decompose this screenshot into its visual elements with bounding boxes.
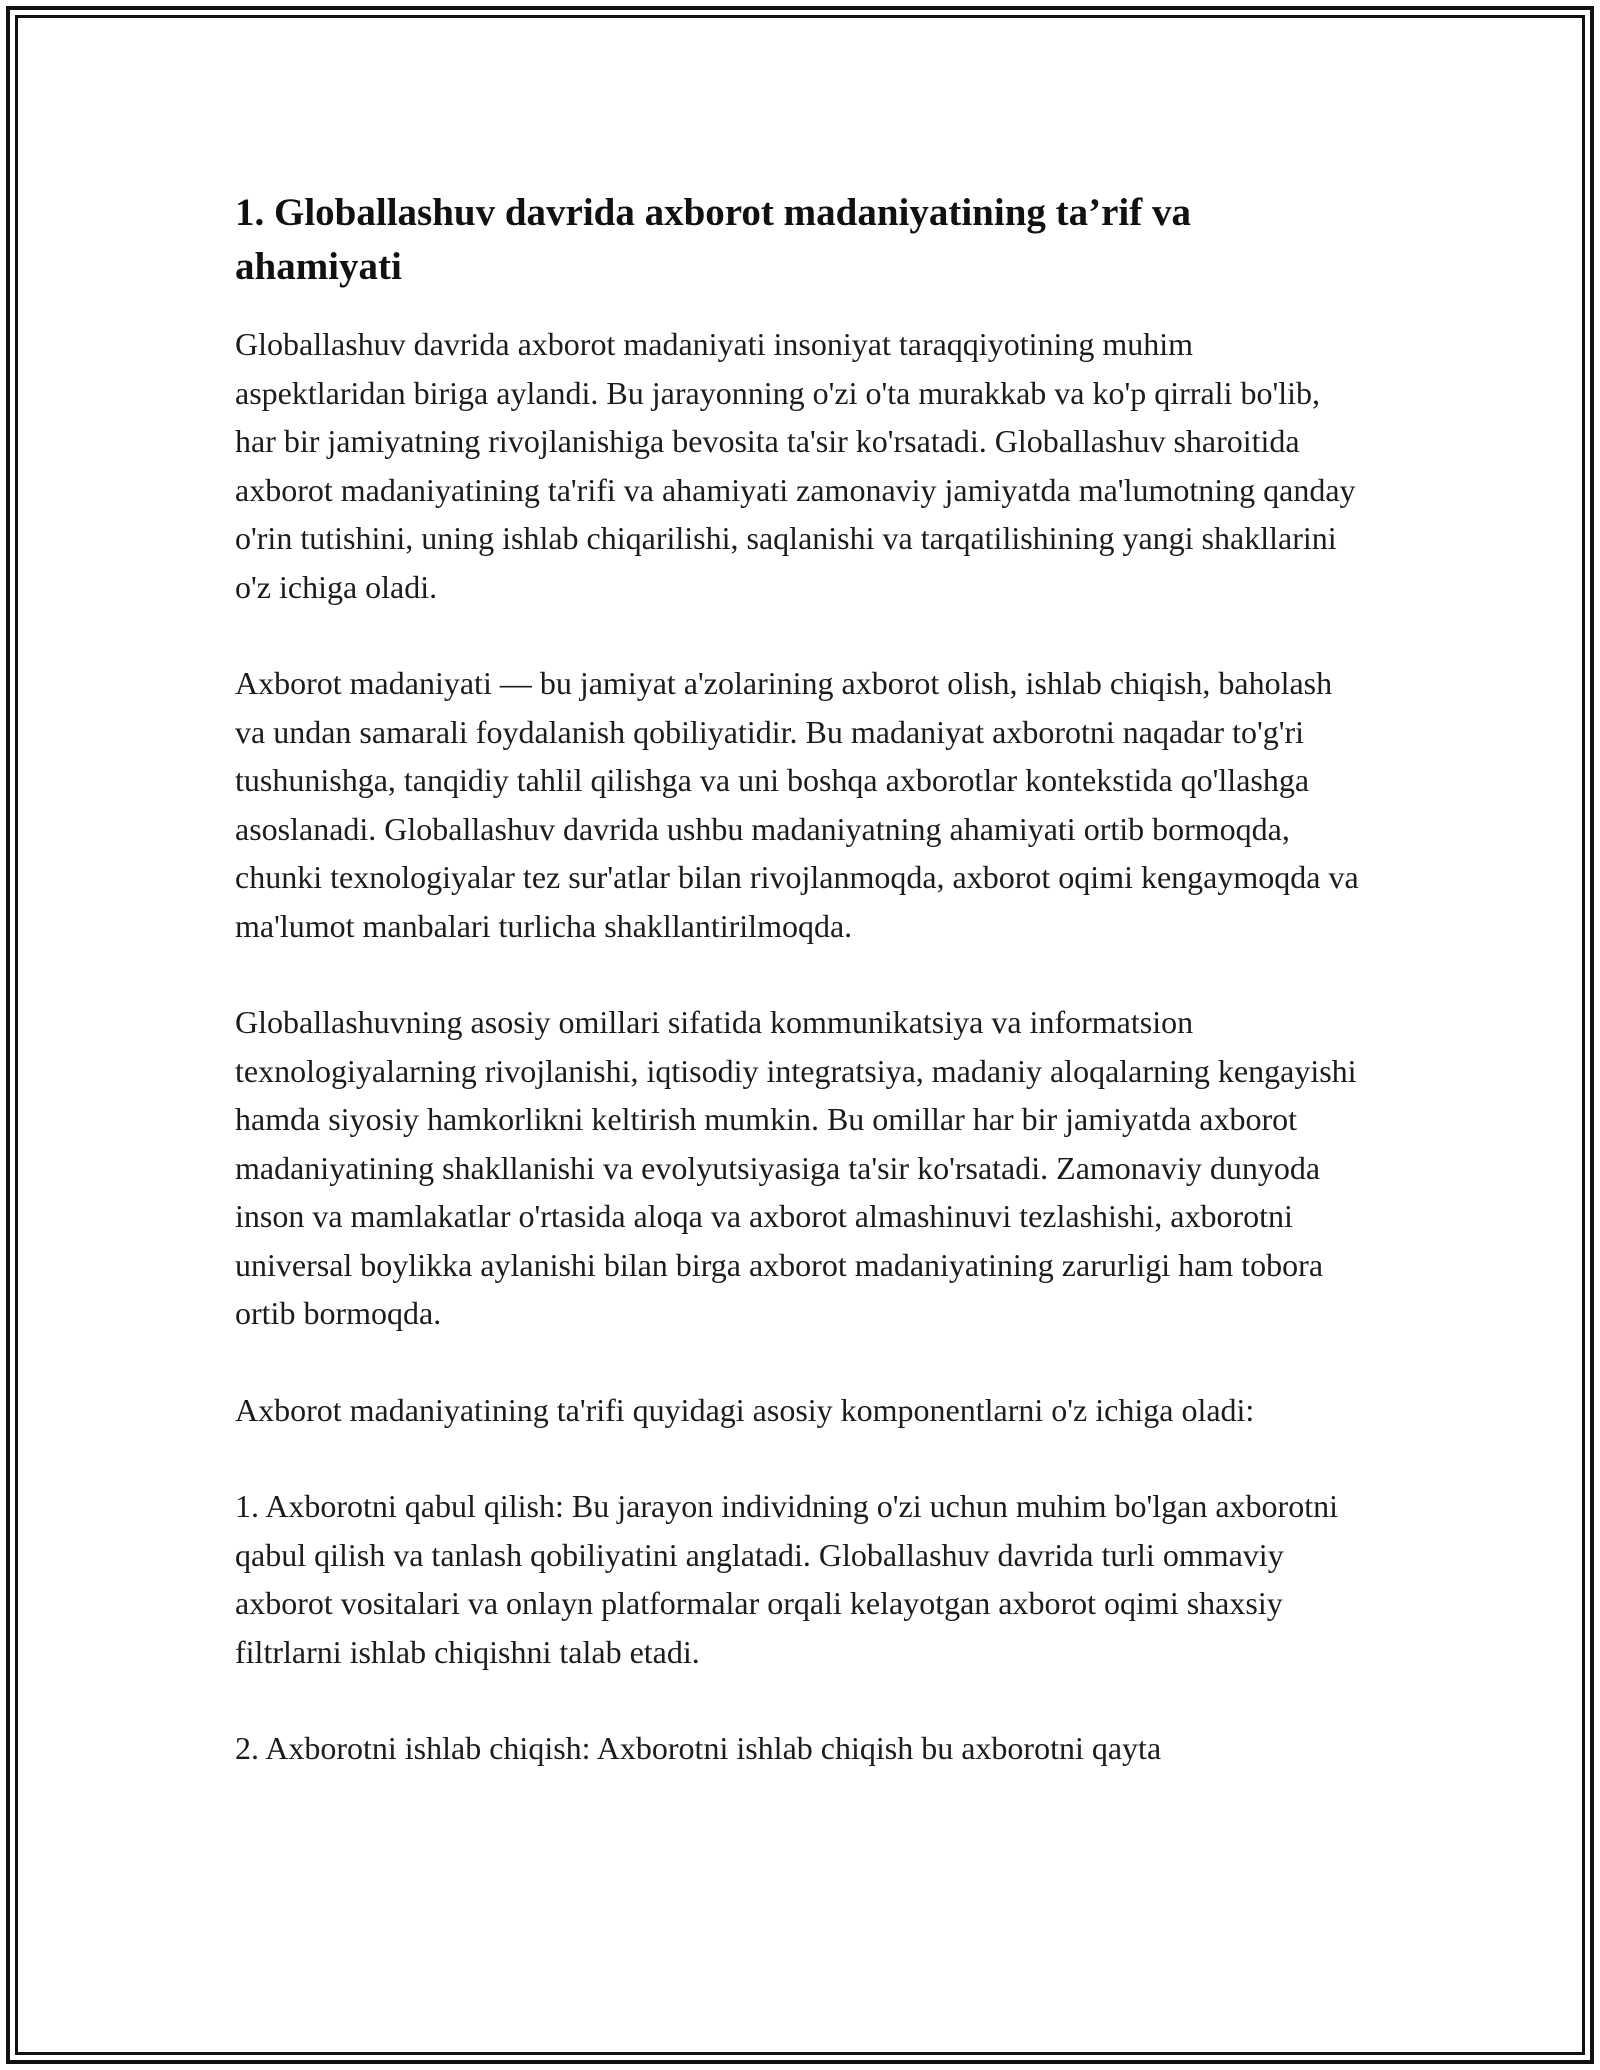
paragraph-intro: Globallashuv davrida axborot madaniyati insoniyat taraqqiyotining muhim aspektlaridan biriga aylandi. Bu jarayonning o'zi o'ta murakkab va ko'p qirrali bo'lib, har bir jamiyatning rivojlanishiga bevosita ta'sir ko'rsatadi. Globallashuv sharoitida axborot madaniyatining ta'rifi va ahamiyati zamonaviy jamiyatda ma'lumotning qanday o'rin tutishini, uning ishlab chiqarilishi, saqlanishi va tarqatilishining yangi shakllarini o'z ichiga oladi. — [235, 326, 1356, 605]
paragraph-factors: Globallashuvning asosiy omillari sifatida kommunikatsiya va informatsion texnologiyalarning rivojlanishi, iqtisodiy integratsiya, madaniy aloqalarning kengayishi hamda siyosiy hamkorlikni keltirish mumkin. Bu omillar har bir jamiyatda axborot madaniyatining shakllanishi va evolyutsiyasiga ta'sir ko'rsatadi. Zamonaviy dunyoda inson va mamlakatlar o'rtasida aloqa va axborot almashinuvi tezlashishi, axborotni universal boylikka aylanishi bilan birga axborot madaniyatining zarurligi ham tobora ortib bormoqda. — [235, 1004, 1357, 1331]
paragraph-definition: Axborot madaniyati — bu jamiyat a'zolarining axborot olish, ishlab chiqish, baholash va undan samarali foydalanish qobiliyatidir. Bu madaniyat axborotni naqadar to'g'ri tushunishga, tanqidiy tahlil qilishga va uni boshqa axborotlar kontekstida qo'llashga asoslanadi. Globallashuv davrida ushbu madaniyatning ahamiyati ortib bormoqda, chunki texnologiyalar tez sur'atlar bilan rivojlanmoqda, axborot oqimi kengaymoqda va ma'lumot manbalari turlicha shakllantirilmoqda. — [235, 665, 1359, 944]
document-body — [235, 186, 1365, 1821]
paragraph-components-intro: Axborot madaniyatining ta'rifi quyidagi asosiy komponentlarni o'z ichiga oladi: — [235, 1391, 1255, 1428]
list-item-processing: 2. Axborotni ishlab chiqish: Axborotni ishlab chiqish bu axborotni qayta — [235, 1730, 1162, 1766]
section-heading: 1. Globallashuv davrida axborot madaniyatining ta’rif va ahamiyati — [235, 191, 1191, 288]
list-item-receiving: 1. Axborotni qabul qilish: Bu jarayon individning o'zi uchun muhim bo'lgan axborotni qabul qilish va tanlash qobiliyatini anglatadi. Globallashuv davrida turli ommaviy axborot vositalari va onlayn platformalar orqali kelayotgan axborot oqimi shaxsiy filtrlarni ishlab chiqishni talab etadi. — [235, 1488, 1338, 1670]
